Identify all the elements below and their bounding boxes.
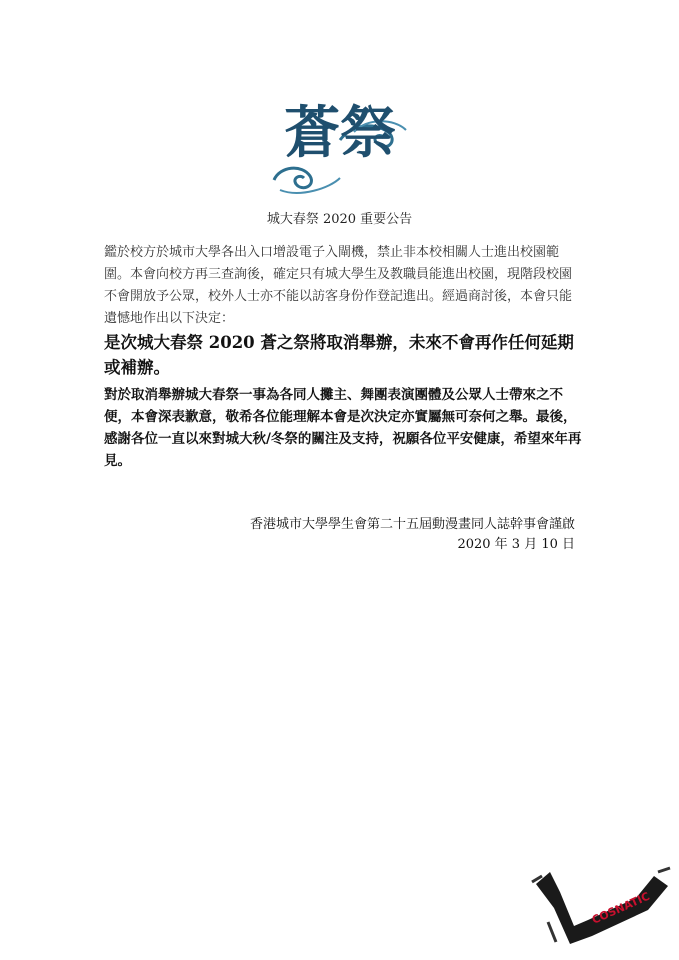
signature-organization: 香港城市大學學生會第二十五屆動漫畫同人誌幹事會謹啟 [249,517,575,532]
logo-text: 蒼祭 [284,100,396,166]
event-logo [270,88,410,206]
signature-date: 2020 年 3 月 10 日 [457,537,575,552]
decision-paragraph: 是次城大春祭 2020 蒼之祭將取消舉辦，未來不會再作任何延期或補辦。 [104,333,574,377]
watermark-text: COSNATIC [589,889,652,927]
intro-paragraph: 鑑於校方於城市大學各出入口增設電子入閘機，禁止非本校相關人士進出校園範圍。本會向校方再三查詢後，確定只有城大學生及教職員能進出校園，現階段校園不會開放予公眾，校外人士亦不能以訪客身份作登記進出。經過商討後，本會只能遺憾地作出以下決定： [104,245,573,326]
announcement-title: 城大春祭 2020 重要公告 [266,212,413,227]
brush-stroke-shape [536,872,668,944]
cosnatic-watermark [530,862,678,950]
signature-block [250,515,575,555]
apology-paragraph: 對於取消舉辦城大春祭一事為各同人攤主、舞團表演團體及公眾人士帶來之不便，本會深表歉意，敬希各位能理解本會是次決定亦實屬無可奈何之舉。最後，感謝各位一直以來對城大秋/冬祭的關注及支持，祝願各位平安健康，希望來年再見。 [104,387,582,469]
